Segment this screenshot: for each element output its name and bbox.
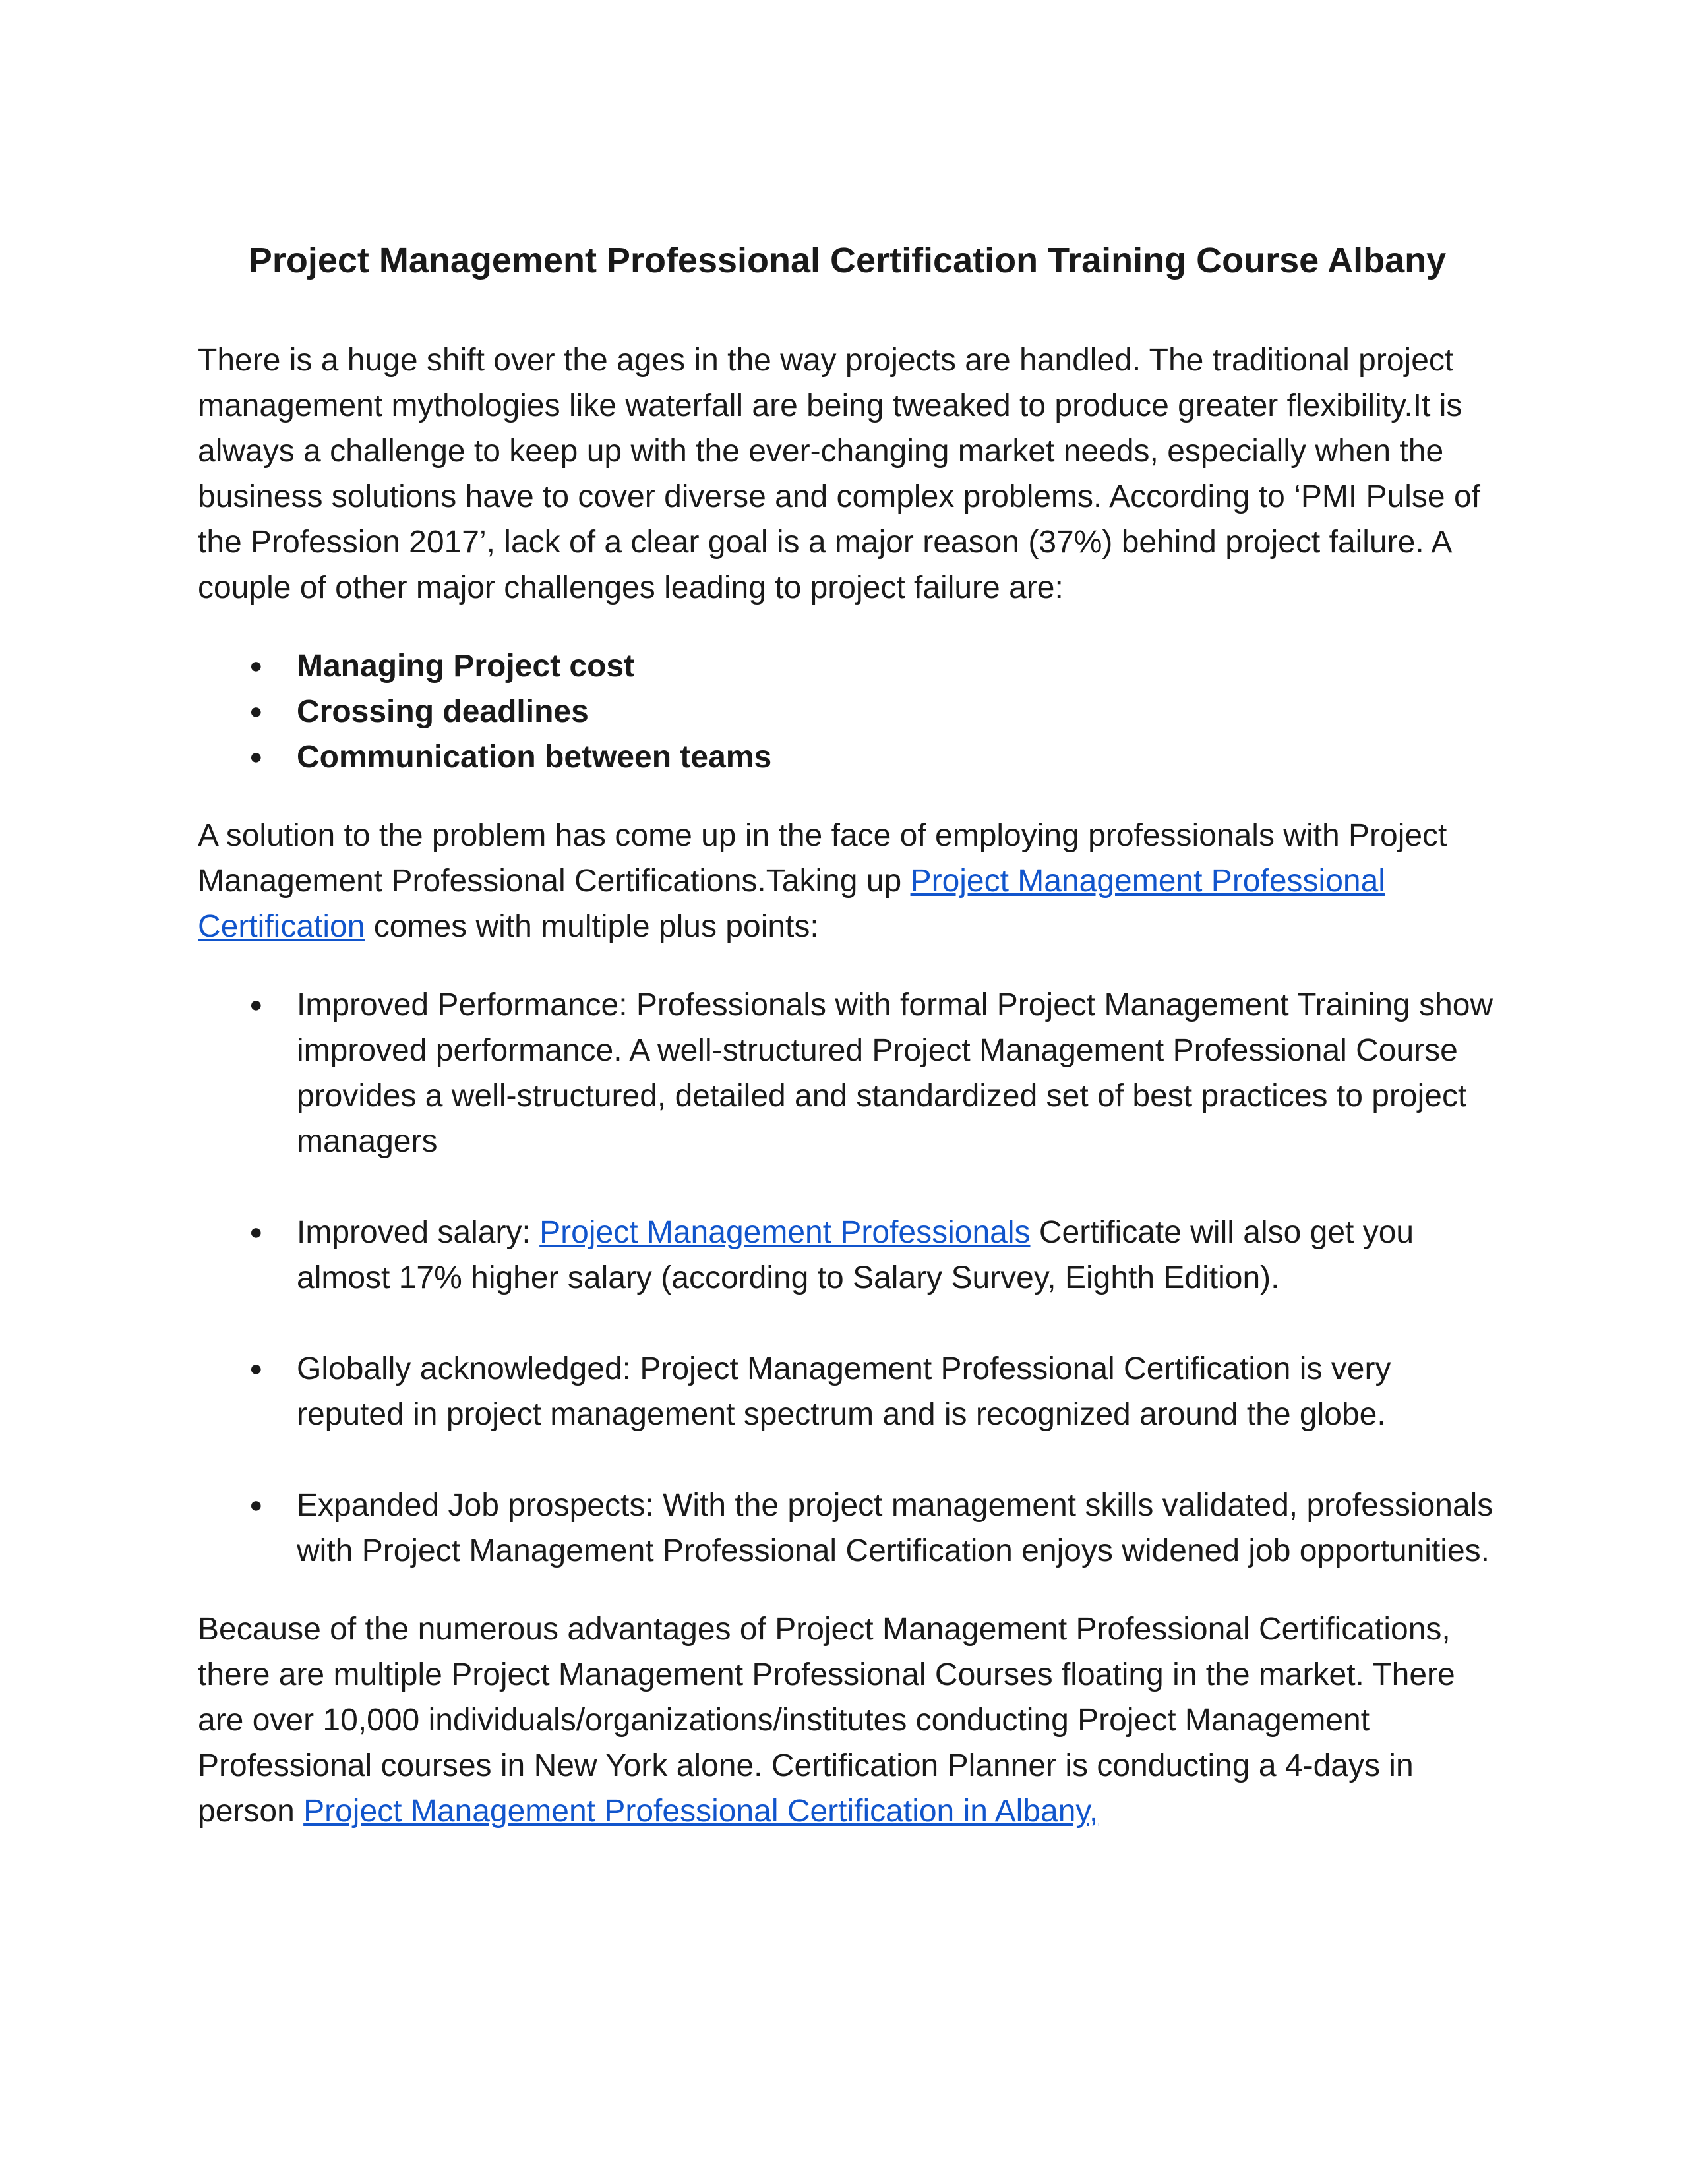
list-item: ● Managing Project cost: [198, 643, 1503, 689]
pmp-albany-link[interactable]: Project Management Professional Certification in Albany,: [303, 1794, 1099, 1829]
solution-paragraph: [198, 813, 1503, 949]
document-body: [198, 338, 1503, 1834]
closing-paragraph: [198, 1607, 1503, 1834]
list-item: ● Crossing deadlines: [198, 689, 1503, 734]
pmp-professionals-link[interactable]: Project Management Professionals: [539, 1215, 1031, 1250]
list-item: ● Communication between teams: [198, 734, 1503, 780]
closing-text: Because of the numerous advantages of Project Management Professional Certifications, there are multiple Project Management Professional Courses floating in the market. There are over 10,000 individuals/organizations/institutes conducting Project Management Professional courses in New York alone. Certification Planner is conducting a 4-days in person: [198, 1612, 1455, 1829]
benefit-performance: ● Improved Performance: Professionals with formal Project Management Training show improved performance. A well-structured Project Management Professional Course provides a well-structured, detailed and standardized set of best practices to project managers: [198, 982, 1503, 1164]
salary-text-after: Certificate will also get you almost 17% higher salary (according to Salary Survey, Eighth Edition).: [297, 1215, 1414, 1295]
benefit-global: ● Globally acknowledged: Project Management Professional Certification is very reputed in project management spectrum and is recognized around the globe.: [198, 1346, 1503, 1437]
challenges-list: [198, 643, 1503, 780]
benefits-list: [198, 982, 1503, 1574]
benefit-jobs: ● Expanded Job prospects: With the project management skills validated, professionals with Project Management Professional Certification enjoys widened job opportunities.: [198, 1483, 1503, 1574]
solution-text-after: comes with multiple plus points:: [365, 909, 819, 944]
salary-text-before: Improved salary:: [297, 1215, 540, 1250]
pmp-certification-link[interactable]: Project Management Professional Certification: [198, 864, 1385, 944]
intro-paragraph: There is a huge shift over the ages in the way projects are handled. The traditional project management mythologies like waterfall are being tweaked to produce greater flexibility.It is always a challenge to keep up with the ever-changing market needs, especially when the business solutions have to cover diverse and complex problems. According to ‘PMI Pulse of the Profession 2017’, lack of a clear goal is a major reason (37%) behind project failure. A couple of other major challenges leading to project failure are:: [198, 343, 1480, 605]
benefit-salary: [198, 1210, 1503, 1301]
solution-text-before: A solution to the problem has come up in the face of employing professionals with Project Management Professional Certifications.Taking up: [198, 818, 1447, 899]
page-title: Project Management Professional Certification Training Course Albany: [248, 241, 1447, 280]
